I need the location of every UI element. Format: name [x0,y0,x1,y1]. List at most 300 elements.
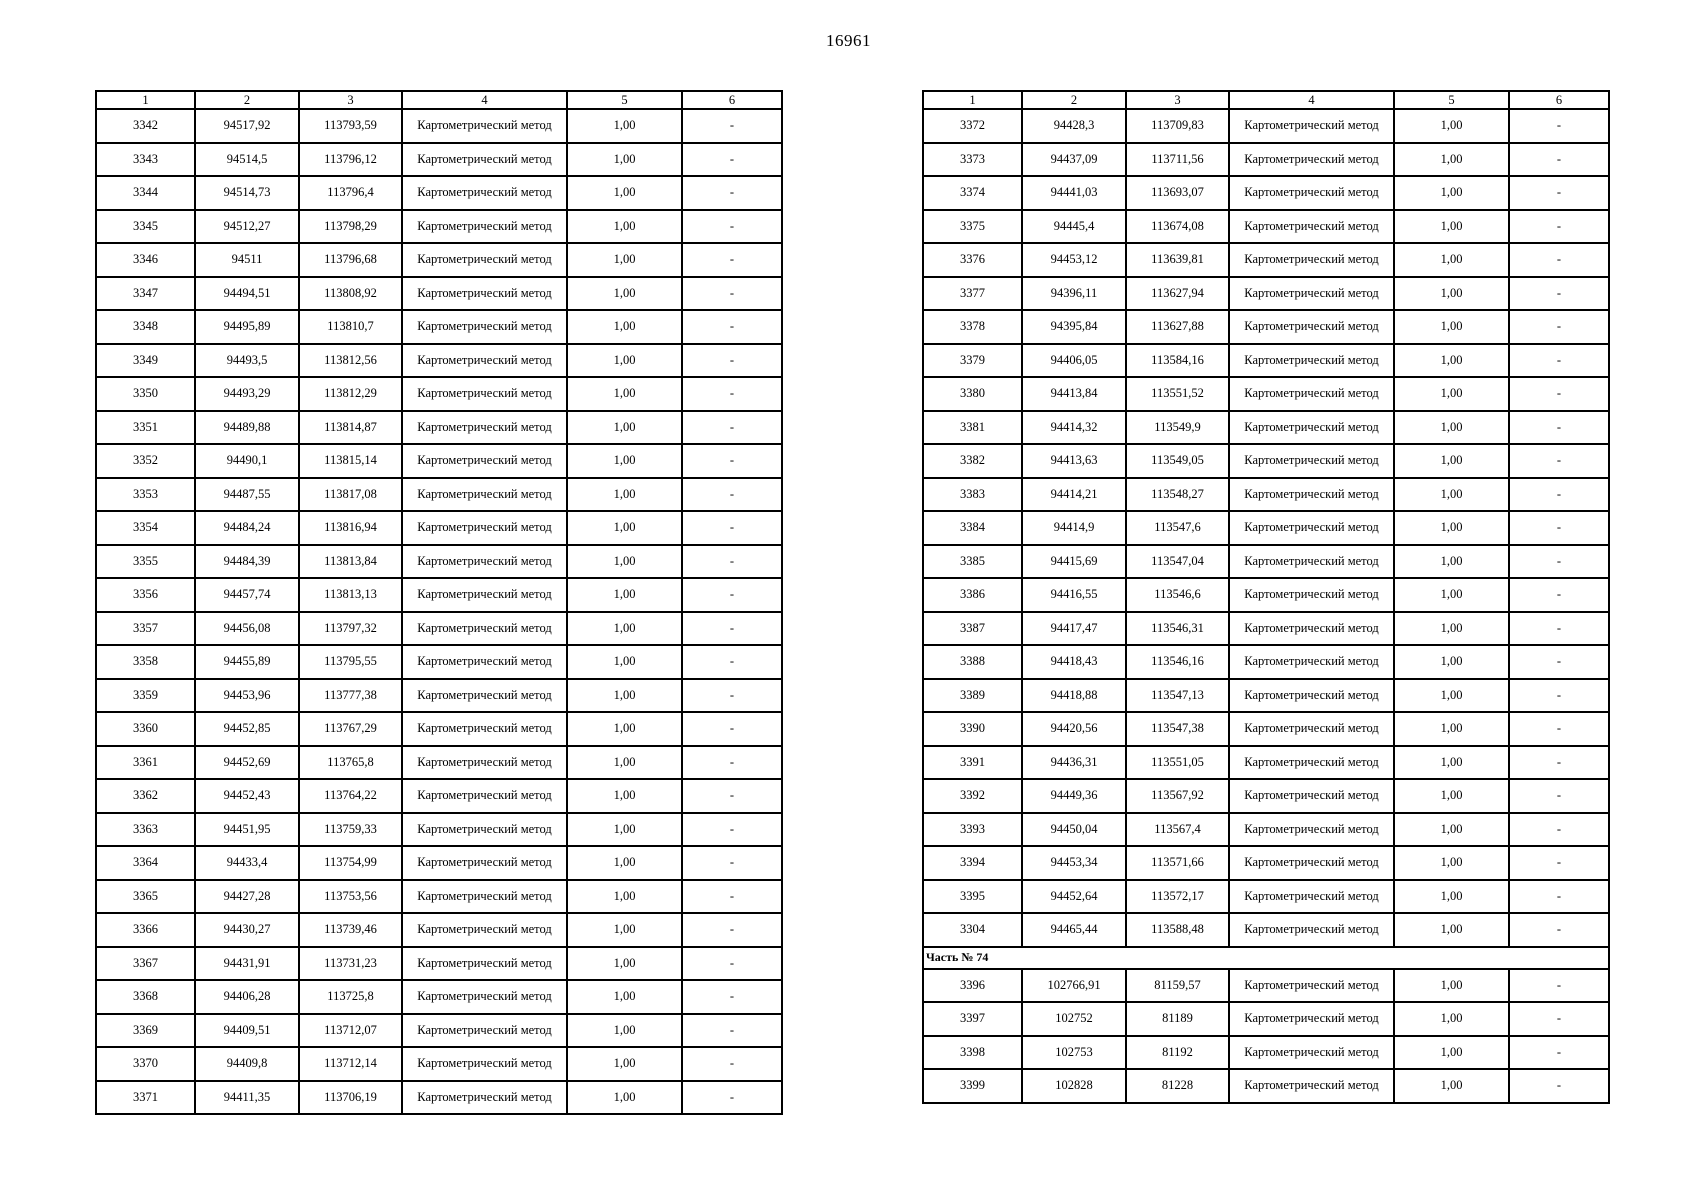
table-cell: 94452,85 [195,712,299,746]
table-cell: - [682,578,782,612]
table-cell: 113796,68 [299,243,402,277]
table-cell: 1,00 [1394,913,1509,947]
table-cell: 3353 [96,478,195,512]
table-row [923,578,1609,612]
table-cell: 113571,66 [1126,846,1229,880]
table-cell: 113547,6 [1126,511,1229,545]
table-cell: 81189 [1126,1002,1229,1036]
table-cell: 3396 [923,969,1022,1003]
table-cell: 113549,9 [1126,411,1229,445]
table-row [923,1036,1609,1070]
table-cell: 3365 [96,880,195,914]
table-cell: Картометрический метод [402,1081,567,1115]
coordinates-table-right [922,90,1610,1104]
table-cell: 1,00 [567,947,682,981]
table-cell: - [682,444,782,478]
table-cell: 1,00 [567,143,682,177]
coordinates-table-left [95,90,783,1115]
table-cell: 94427,28 [195,880,299,914]
table-cell: - [1509,1036,1609,1070]
table-cell: 3357 [96,612,195,646]
table-cell: 113767,29 [299,712,402,746]
table-cell: 1,00 [567,243,682,277]
table-cell: 1,00 [1394,545,1509,579]
table-cell: 113712,14 [299,1047,402,1081]
table-row [923,679,1609,713]
table-cell: Картометрический метод [1229,109,1394,143]
table-cell: 1,00 [1394,143,1509,177]
table-cell: - [682,176,782,210]
table-cell: 1,00 [567,880,682,914]
table-cell: 113812,56 [299,344,402,378]
table-cell: - [682,679,782,713]
table-row [96,1014,782,1048]
table-cell: Картометрический метод [402,545,567,579]
table-cell: 1,00 [1394,712,1509,746]
table-cell: Картометрический метод [1229,511,1394,545]
table-cell: 1,00 [1394,210,1509,244]
column-header: 1 [96,91,195,109]
table-row [96,310,782,344]
table-cell: 94514,73 [195,176,299,210]
table-cell: 113813,13 [299,578,402,612]
table-cell: - [682,277,782,311]
table-cell: 113777,38 [299,679,402,713]
table-cell: 3344 [96,176,195,210]
table-cell: 113731,23 [299,947,402,981]
table-cell: 94484,39 [195,545,299,579]
table-cell: 94409,8 [195,1047,299,1081]
table-cell: 1,00 [567,511,682,545]
table-cell: 113546,31 [1126,612,1229,646]
table-cell: 113711,56 [1126,143,1229,177]
table-cell: Картометрический метод [402,143,567,177]
table-cell: 94418,88 [1022,679,1126,713]
table-cell: 1,00 [1394,176,1509,210]
table-cell: - [1509,1069,1609,1103]
table-cell: 94450,04 [1022,813,1126,847]
table-cell: - [1509,444,1609,478]
table-cell: 113551,52 [1126,377,1229,411]
table-cell: 94449,36 [1022,779,1126,813]
table-cell: 102766,91 [1022,969,1126,1003]
table-cell: 3372 [923,109,1022,143]
table-cell: 94436,31 [1022,746,1126,780]
table-cell: - [1509,143,1609,177]
table-cell: - [682,913,782,947]
column-header: 4 [402,91,567,109]
table-cell: 3363 [96,813,195,847]
table-cell: 113588,48 [1126,913,1229,947]
table-cell: Картометрический метод [1229,1002,1394,1036]
table-row [923,913,1609,947]
table-cell: 94494,51 [195,277,299,311]
table-cell: 1,00 [1394,243,1509,277]
table-cell: 3349 [96,344,195,378]
table-cell: 102752 [1022,1002,1126,1036]
table-cell: 113793,59 [299,109,402,143]
table-cell: 3367 [96,947,195,981]
table-cell: 113754,99 [299,846,402,880]
table-cell: - [682,545,782,579]
table-cell: Картометрический метод [402,645,567,679]
table-cell: Картометрический метод [1229,679,1394,713]
table-row [96,1081,782,1115]
table-cell: 1,00 [1394,612,1509,646]
table-cell: 113753,56 [299,880,402,914]
table-cell: 1,00 [1394,679,1509,713]
table-cell: 3384 [923,511,1022,545]
table-row [923,813,1609,847]
table-cell: - [1509,645,1609,679]
table-cell: Картометрический метод [402,411,567,445]
table-cell: 102828 [1022,1069,1126,1103]
table-cell: 1,00 [1394,578,1509,612]
table-cell: 113808,92 [299,277,402,311]
table-cell: 102753 [1022,1036,1126,1070]
table-cell: - [682,210,782,244]
table-header-row [96,91,782,109]
table-row [923,377,1609,411]
table-cell: 94411,35 [195,1081,299,1115]
table-cell: 113712,07 [299,1014,402,1048]
table-cell: - [682,143,782,177]
table-cell: 113639,81 [1126,243,1229,277]
column-header: 6 [682,91,782,109]
table-cell: 94413,84 [1022,377,1126,411]
table-cell: Картометрический метод [1229,377,1394,411]
table-row [96,980,782,1014]
table-cell: 94406,05 [1022,344,1126,378]
table-cell: - [1509,913,1609,947]
table-cell: 113567,4 [1126,813,1229,847]
table-cell: 1,00 [567,578,682,612]
table-cell: 1,00 [567,545,682,579]
table-cell: 94490,1 [195,444,299,478]
table-cell: - [682,109,782,143]
table-cell: 1,00 [1394,1069,1509,1103]
table-cell: 3352 [96,444,195,478]
table-cell: Картометрический метод [1229,277,1394,311]
table-cell: 94453,96 [195,679,299,713]
table-cell: - [1509,880,1609,914]
table-cell: Картометрический метод [1229,310,1394,344]
table-cell: - [1509,779,1609,813]
table-cell: - [1509,344,1609,378]
table-cell: 1,00 [1394,377,1509,411]
table-row [923,478,1609,512]
table-cell: - [682,712,782,746]
table-cell: 3347 [96,277,195,311]
table-cell: - [1509,277,1609,311]
table-row [923,109,1609,143]
table-cell: 113693,07 [1126,176,1229,210]
table-cell: - [682,511,782,545]
table-cell: Картометрический метод [1229,880,1394,914]
table-cell: 1,00 [567,444,682,478]
table-cell: 113674,08 [1126,210,1229,244]
table-cell: 3371 [96,1081,195,1115]
table-cell: 113549,05 [1126,444,1229,478]
table-row [923,143,1609,177]
table-cell: 113765,8 [299,746,402,780]
table-cell: 1,00 [1394,779,1509,813]
table-cell: Картометрический метод [402,344,567,378]
table-cell: Картометрический метод [402,578,567,612]
table-cell: 113797,32 [299,612,402,646]
table-cell: 94511 [195,243,299,277]
table-cell: 3386 [923,578,1022,612]
table-cell: 94457,74 [195,578,299,612]
table-row [923,969,1609,1003]
table-row [923,411,1609,445]
table-cell: - [682,980,782,1014]
table-cell: 113817,08 [299,478,402,512]
table-cell: 81192 [1126,1036,1229,1070]
table-row [96,444,782,478]
table-cell: 1,00 [567,1081,682,1115]
table-cell: - [1509,109,1609,143]
table-cell: - [1509,478,1609,512]
table-cell: 1,00 [567,377,682,411]
table-cell: 1,00 [567,310,682,344]
table-cell: Картометрический метод [402,913,567,947]
table-cell: 3381 [923,411,1022,445]
table-cell: Картометрический метод [1229,1036,1394,1070]
table-cell: 1,00 [567,210,682,244]
table-row [96,277,782,311]
table-cell: - [682,310,782,344]
table-cell: 81228 [1126,1069,1229,1103]
table-row [96,913,782,947]
table-cell: - [1509,176,1609,210]
table-cell: 1,00 [567,176,682,210]
table-row [96,176,782,210]
table-cell: - [682,411,782,445]
table-cell: Картометрический метод [402,511,567,545]
table-cell: 113816,94 [299,511,402,545]
table-cell: 94453,12 [1022,243,1126,277]
table-cell: 94431,91 [195,947,299,981]
table-cell: 1,00 [567,746,682,780]
table-cell: 3360 [96,712,195,746]
table-cell: 94493,5 [195,344,299,378]
table-cell: 113547,38 [1126,712,1229,746]
table-cell: Картометрический метод [402,109,567,143]
table-cell: 94396,11 [1022,277,1126,311]
table-cell: 94414,9 [1022,511,1126,545]
table-cell: 3350 [96,377,195,411]
table-row [96,947,782,981]
table-cell: 3374 [923,176,1022,210]
table-cell: Картометрический метод [1229,779,1394,813]
table-cell: Картометрический метод [402,277,567,311]
table-cell: 113795,55 [299,645,402,679]
table-cell: 3388 [923,645,1022,679]
table-cell: Картометрический метод [402,310,567,344]
column-header: 3 [299,91,402,109]
table-cell: 94495,89 [195,310,299,344]
table-cell: Картометрический метод [402,712,567,746]
table-cell: Картометрический метод [1229,176,1394,210]
table-cell: 113796,4 [299,176,402,210]
table-cell: - [1509,969,1609,1003]
section-row [923,947,1609,969]
table-cell: Картометрический метод [402,612,567,646]
table-cell: - [682,478,782,512]
table-cell: 1,00 [567,980,682,1014]
table-cell: - [682,846,782,880]
table-cell: Картометрический метод [1229,813,1394,847]
table-row [96,1047,782,1081]
table-row [923,310,1609,344]
table-cell: 1,00 [567,344,682,378]
table-cell: - [682,377,782,411]
table-row [923,880,1609,914]
table-cell: Картометрический метод [1229,243,1394,277]
table-cell: 113759,33 [299,813,402,847]
table-cell: 3366 [96,913,195,947]
column-header: 4 [1229,91,1394,109]
table-row [923,1069,1609,1103]
table-cell: 113814,87 [299,411,402,445]
table-cell: 94414,32 [1022,411,1126,445]
table-row [96,210,782,244]
table-row [96,679,782,713]
table-cell: 1,00 [567,846,682,880]
table-row [96,578,782,612]
table-cell: - [1509,746,1609,780]
table-row [923,210,1609,244]
table-cell: - [682,947,782,981]
table-cell: 3383 [923,478,1022,512]
table-cell: - [1509,545,1609,579]
table-row [96,645,782,679]
table-cell: Картометрический метод [402,1047,567,1081]
table-cell: Картометрический метод [1229,746,1394,780]
table-cell: 94452,43 [195,779,299,813]
table-cell: 3391 [923,746,1022,780]
table-cell: 1,00 [567,277,682,311]
table-row [923,645,1609,679]
table-cell: 1,00 [1394,846,1509,880]
table-header-row [923,91,1609,109]
table-cell: 3387 [923,612,1022,646]
table-cell: 3394 [923,846,1022,880]
table-row [923,176,1609,210]
table-cell: Картометрический метод [1229,913,1394,947]
table-cell: 113548,27 [1126,478,1229,512]
table-cell: Картометрический метод [1229,444,1394,478]
table-row [923,344,1609,378]
table-row [96,545,782,579]
table-cell: Картометрический метод [1229,344,1394,378]
table-row [923,612,1609,646]
table-cell: 94433,4 [195,846,299,880]
table-cell: 3356 [96,578,195,612]
table-row [923,545,1609,579]
table-cell: 3354 [96,511,195,545]
table-row [96,813,782,847]
table-cell: 94406,28 [195,980,299,1014]
table-cell: 1,00 [1394,344,1509,378]
table-cell: 1,00 [567,712,682,746]
table-cell: Картометрический метод [402,813,567,847]
table-cell: 113547,04 [1126,545,1229,579]
table-cell: 94514,5 [195,143,299,177]
table-cell: - [682,1081,782,1115]
table-cell: 1,00 [567,478,682,512]
table-cell: 113627,94 [1126,277,1229,311]
table-cell: Картометрический метод [1229,143,1394,177]
table-cell: 1,00 [567,913,682,947]
table-cell: 94441,03 [1022,176,1126,210]
table-row [923,779,1609,813]
table-cell: Картометрический метод [1229,545,1394,579]
table-cell: - [682,813,782,847]
table-cell: 94413,63 [1022,444,1126,478]
table-cell: 3361 [96,746,195,780]
table-cell: 1,00 [1394,411,1509,445]
table-cell: 3373 [923,143,1022,177]
table-cell: 3398 [923,1036,1022,1070]
table-row [96,511,782,545]
table-cell: 94428,3 [1022,109,1126,143]
table-row [96,779,782,813]
table-row [96,109,782,143]
table-cell: 1,00 [567,779,682,813]
column-header: 6 [1509,91,1609,109]
table-body [96,109,782,1114]
table-body [923,109,1609,947]
table-cell: 3345 [96,210,195,244]
table-cell: 94415,69 [1022,545,1126,579]
table-cell: - [1509,612,1609,646]
table-cell: - [1509,679,1609,713]
table-cell: 1,00 [567,109,682,143]
table-cell: 1,00 [567,1047,682,1081]
table-cell: 94445,4 [1022,210,1126,244]
table-row [96,880,782,914]
table-cell: 1,00 [1394,880,1509,914]
table-row [923,511,1609,545]
table-cell: Картометрический метод [1229,645,1394,679]
table-row [96,712,782,746]
table-cell: 94430,27 [195,913,299,947]
table-cell: 113546,6 [1126,578,1229,612]
table-cell: 94420,56 [1022,712,1126,746]
column-header: 3 [1126,91,1229,109]
table-cell: 1,00 [567,645,682,679]
table-cell: 94517,92 [195,109,299,143]
table-cell: - [682,1014,782,1048]
table-cell: 3342 [96,109,195,143]
table-cell: 3359 [96,679,195,713]
table-cell: 3399 [923,1069,1022,1103]
table-cell: 113810,7 [299,310,402,344]
table-cell: 3369 [96,1014,195,1048]
table-cell: - [1509,712,1609,746]
table-cell: 113706,19 [299,1081,402,1115]
table-cell: 94418,43 [1022,645,1126,679]
table-cell: - [1509,210,1609,244]
table-cell: 1,00 [1394,109,1509,143]
table-cell: 94437,09 [1022,143,1126,177]
table-cell: 3343 [96,143,195,177]
table-cell: Картометрический метод [1229,712,1394,746]
page-number: 16961 [826,31,871,50]
table-cell: 1,00 [1394,444,1509,478]
